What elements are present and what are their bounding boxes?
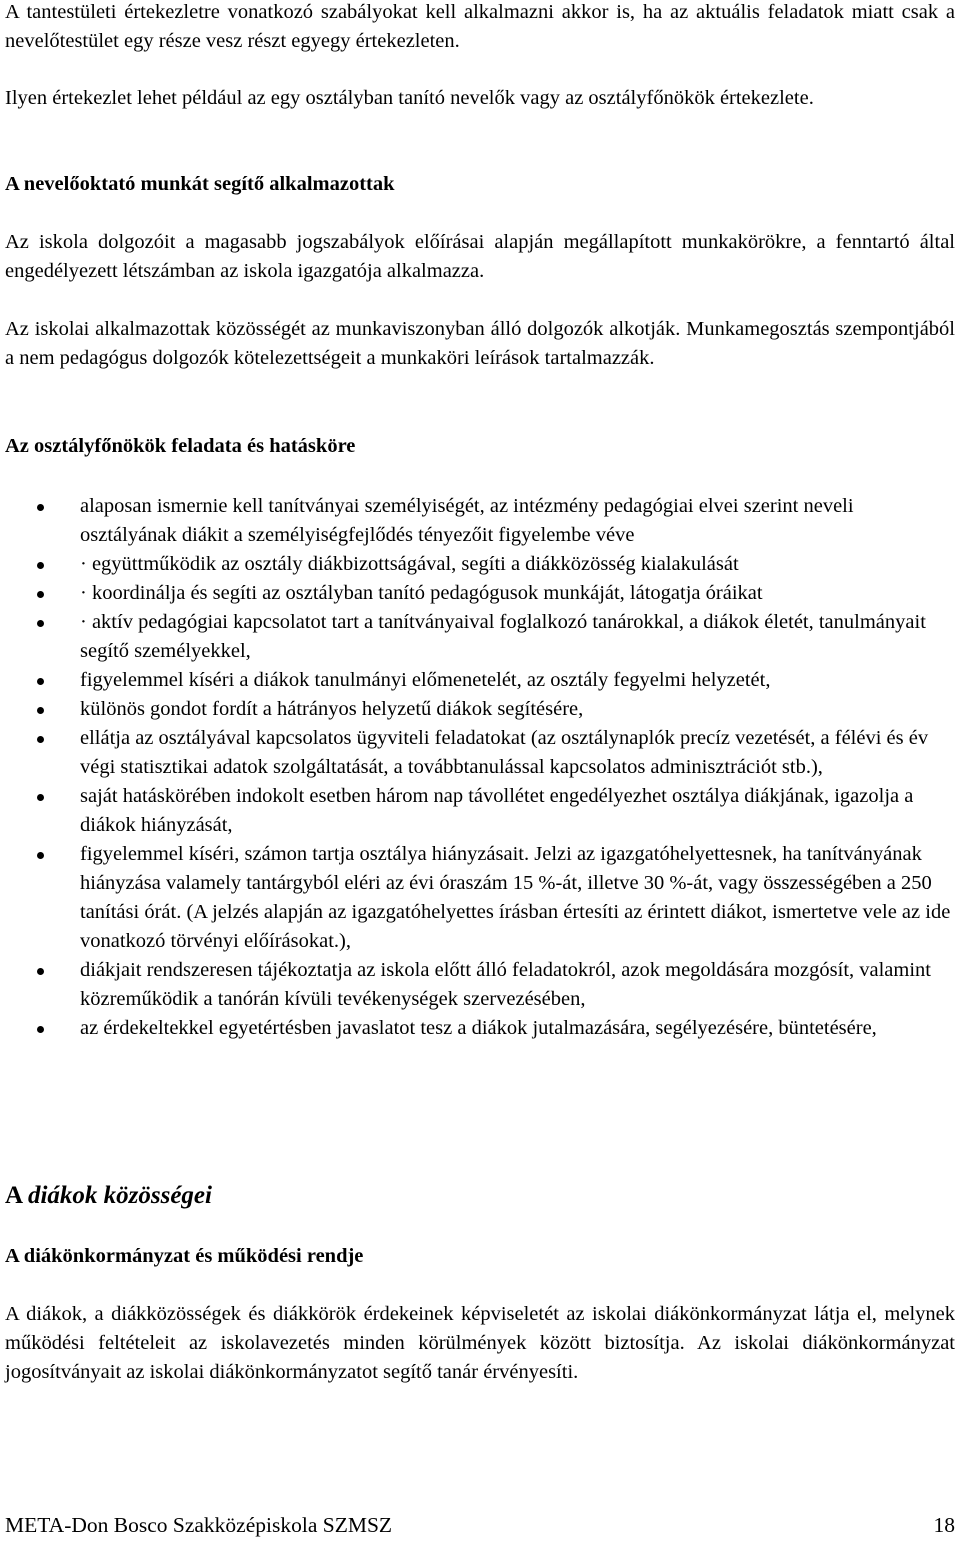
intro-paragraph-2: Ilyen értekezlet lehet például az egy osztályban tanító nevelők vagy az osztályfőnökök értekezlete. bbox=[5, 87, 814, 109]
list-item bbox=[5, 695, 955, 724]
bullet-icon bbox=[37, 852, 44, 859]
list-item bbox=[5, 666, 955, 695]
list-item-text: figyelemmel kíséri a diákok tanulmányi előmenetelét, az osztály fegyelmi helyzetét, bbox=[80, 669, 771, 691]
list-item-text: saját hatáskörében indokolt esetben három nap távollétet engedélyezhet osztálya diákjának, igazolja a diákok hiányzását, bbox=[80, 785, 914, 836]
bullet-icon bbox=[37, 1026, 44, 1033]
bullet-icon bbox=[37, 591, 44, 598]
form-teachers-duties-list bbox=[5, 492, 955, 1043]
list-item-text: ellátja az osztályával kapcsolatos ügyviteli feladatokat (az osztálynaplók precíz vezetését, a félévi és év végi statisztikai adatok szolgáltatását, a továbbtanulással kapcsolatos adminisztrációt stb.), bbox=[80, 727, 929, 778]
bullet-icon bbox=[37, 562, 44, 569]
list-item bbox=[5, 550, 955, 579]
list-item-text: diákjait rendszeresen tájékoztatja az iskola előtt álló feladatokról, azok megoldására mozgósít, valamint közreműködik a tanórán kívüli tevékenységek szervezésében, bbox=[80, 959, 931, 1010]
list-item-text: figyelemmel kíséri, számon tartja osztálya hiányzásait. Jelzi az igazgatóhelyettesnek, ha tanítványának hiányzása valamely tantárgyból eléri az évi óraszám 15 %-át, illetve 30 %-át, vagy összességében a 250 tanítási órát. (A jelzés alapján az igazgatóhelyettes írásban értesíti az érintett diákot, ismertetve vele az ide vonatkozó törvényi előírásokat.), bbox=[80, 843, 951, 952]
footer-title: META-Don Bosco Szakközépiskola SZMSZ bbox=[5, 1513, 393, 1537]
student-council-heading: A diákönkormányzat és működési rendje bbox=[5, 1245, 364, 1267]
list-item bbox=[5, 956, 955, 1014]
list-item-text: különös gondot fordít a hátrányos helyzetű diákok segítésére, bbox=[80, 698, 584, 720]
page-footer bbox=[5, 1512, 955, 1538]
list-item bbox=[5, 1014, 955, 1043]
form-teachers-heading: Az osztályfőnökök feladata és hatásköre bbox=[5, 435, 356, 457]
bullet-icon bbox=[37, 968, 44, 975]
list-item bbox=[5, 724, 955, 782]
intro-paragraph-1: A tantestületi értekezletre vonatkozó szabályokat kell alkalmazni akkor is, ha az aktuális feladatok miatt csak a nevelőtestület egy része vesz részt egyegy értekezleten. bbox=[5, 1, 955, 52]
bullet-icon bbox=[37, 504, 44, 511]
heading-italic-part: diákok közösségei bbox=[27, 1182, 212, 1209]
staff-paragraph-2: Az iskolai alkalmazottak közösségét az munkaviszonyban álló dolgozók alkotják. Munkamegosztás szempontjából a nem pedagógus dolgozók kötelezettségeit a munkaköri leírások tartalmazzák. bbox=[5, 318, 955, 369]
bullet-icon bbox=[37, 678, 44, 685]
bullet-icon bbox=[37, 736, 44, 743]
bullet-icon bbox=[37, 794, 44, 801]
bullet-icon bbox=[37, 707, 44, 714]
list-item bbox=[5, 840, 955, 956]
list-item bbox=[5, 579, 955, 608]
list-item-text: · koordinálja és segíti az osztályban tanító pedagógusok munkáját, látogatja óráikat bbox=[80, 582, 763, 604]
staff-paragraph-1: Az iskola dolgozóit a magasabb jogszabályok előírásai alapján megállapított munkakörökre, a fenntartó által engedélyezett létszámban az iskola igazgatója alkalmazza. bbox=[5, 231, 955, 282]
staff-heading: A nevelőoktató munkát segítő alkalmazottak bbox=[5, 173, 395, 195]
list-item bbox=[5, 492, 955, 550]
list-item-text: alaposan ismernie kell tanítványai személyiségét, az intézmény pedagógiai elvei szerint neveli osztályának diákit a személyiségfejlődés tényezőit figyelembe véve bbox=[80, 495, 854, 546]
page-number: 18 bbox=[933, 1513, 955, 1537]
list-item-text: · együttműködik az osztály diákbizottságával, segíti a diákközösség kialakulását bbox=[80, 553, 739, 575]
student-communities-heading bbox=[5, 1180, 212, 1212]
list-item bbox=[5, 608, 955, 666]
bullet-icon bbox=[37, 620, 44, 627]
list-item-text: az érdekeltekkel egyetértésben javaslatot tesz a diákok jutalmazására, segélyezésére, büntetésére, bbox=[80, 1017, 877, 1039]
student-council-paragraph: A diákok, a diákközösségek és diákkörök érdekeinek képviseletét az iskolai diákönkormányzat látja el, melynek működési feltételeit az iskolavezetés minden körülmények között biztosítja. Az iskolai diákönkormányzat jogosítványait az iskolai diákönkormányzatot segítő tanár érvényesíti. bbox=[5, 1303, 955, 1383]
heading-prefix: A bbox=[5, 1182, 22, 1209]
list-item bbox=[5, 782, 955, 840]
list-item-text: · aktív pedagógiai kapcsolatot tart a tanítványaival foglalkozó tanárokkal, a diákok életét, tanulmányait segítő személyekkel, bbox=[80, 611, 926, 662]
